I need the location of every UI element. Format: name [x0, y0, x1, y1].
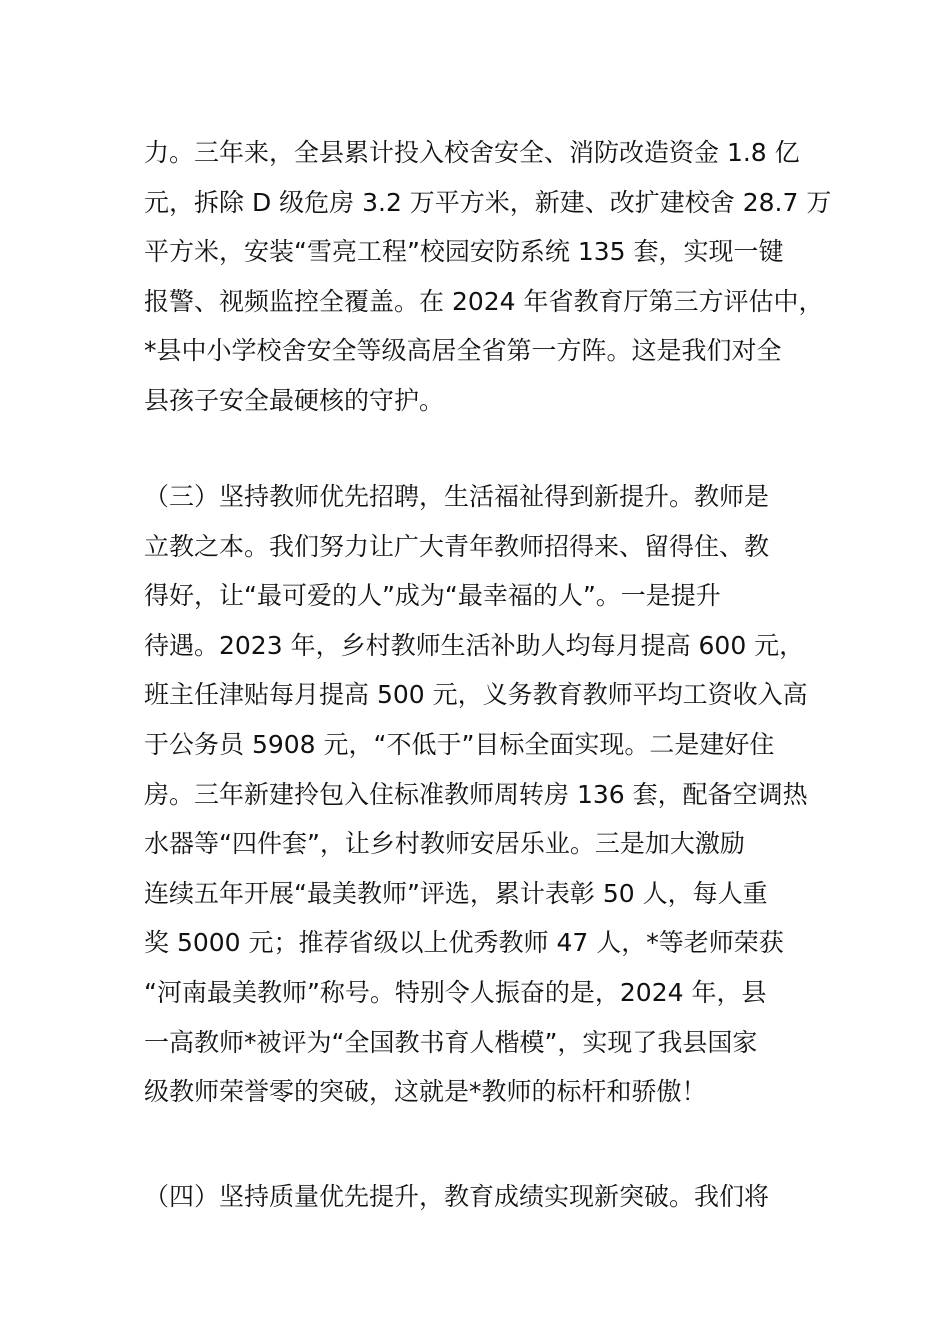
text-line: 班主任津贴每月提高 500 元，义务教育教师平均工资收入高: [144, 680, 808, 710]
text-line: 元，拆除 D 级危房 3.2 万平方米，新建、改扩建校舍 28.7 万: [144, 187, 832, 217]
text-line: 水器等“四件套”，让乡村教师安居乐业。三是加大激励: [144, 829, 745, 859]
text-line: 一高教师*被评为“全国教书育人楷模”，实现了我县国家: [144, 1027, 758, 1057]
text-line: 房。三年新建拎包入住标准教师周转房 136 套，配备空调热: [144, 779, 808, 809]
text-line: 力。三年来，全县累计投入校舍安全、消防改造资金 1.8 亿: [144, 138, 800, 167]
paragraph-education-quality: [144, 1172, 824, 1222]
text-line: “河南最美教师”称号。特别令人振奋的是，2024 年，县: [144, 977, 767, 1007]
text-line: *县中小学校舍安全等级高居全省第一方阵。这是我们对全: [144, 336, 782, 366]
paragraph-school-safety: [144, 128, 832, 426]
text-line: 平方米，安装“雪亮工程”校园安防系统 135 套，实现一键: [144, 237, 784, 267]
text-line: 县孩子安全最硬核的守护。: [144, 385, 445, 415]
text-line: 奖 5000 元；推荐省级以上优秀教师 47 人，*等老师荣获: [144, 928, 784, 958]
text-line: 报警、视频监控全覆盖。在 2024 年省教育厅第三方评估中，: [144, 286, 824, 316]
text-line: 立教之本。我们努力让广大青年教师招得来、留得住、教: [144, 531, 770, 561]
text-line: 待遇。2023 年，乡村教师生活补助人均每月提高 600 元，: [144, 630, 805, 660]
paragraph-teacher-welfare: [144, 472, 824, 1117]
section-heading-line: （三）坚持教师优先招聘，生活福祉得到新提升。教师是: [144, 482, 770, 511]
section-heading-line: （四）坚持质量优先提升，教育成绩实现新突破。我们将: [144, 1182, 770, 1211]
text-line: 级教师荣誉零的突破，这就是*教师的标杆和骄傲！: [144, 1077, 707, 1107]
text-line: 得好，让“最可爱的人”成为“最幸福的人”。一是提升: [144, 581, 721, 611]
text-line: 连续五年开展“最美教师”评选，累计表彰 50 人，每人重: [144, 878, 768, 908]
text-line: 于公务员 5908 元，“不低于”目标全面实现。二是建好住: [144, 729, 775, 759]
